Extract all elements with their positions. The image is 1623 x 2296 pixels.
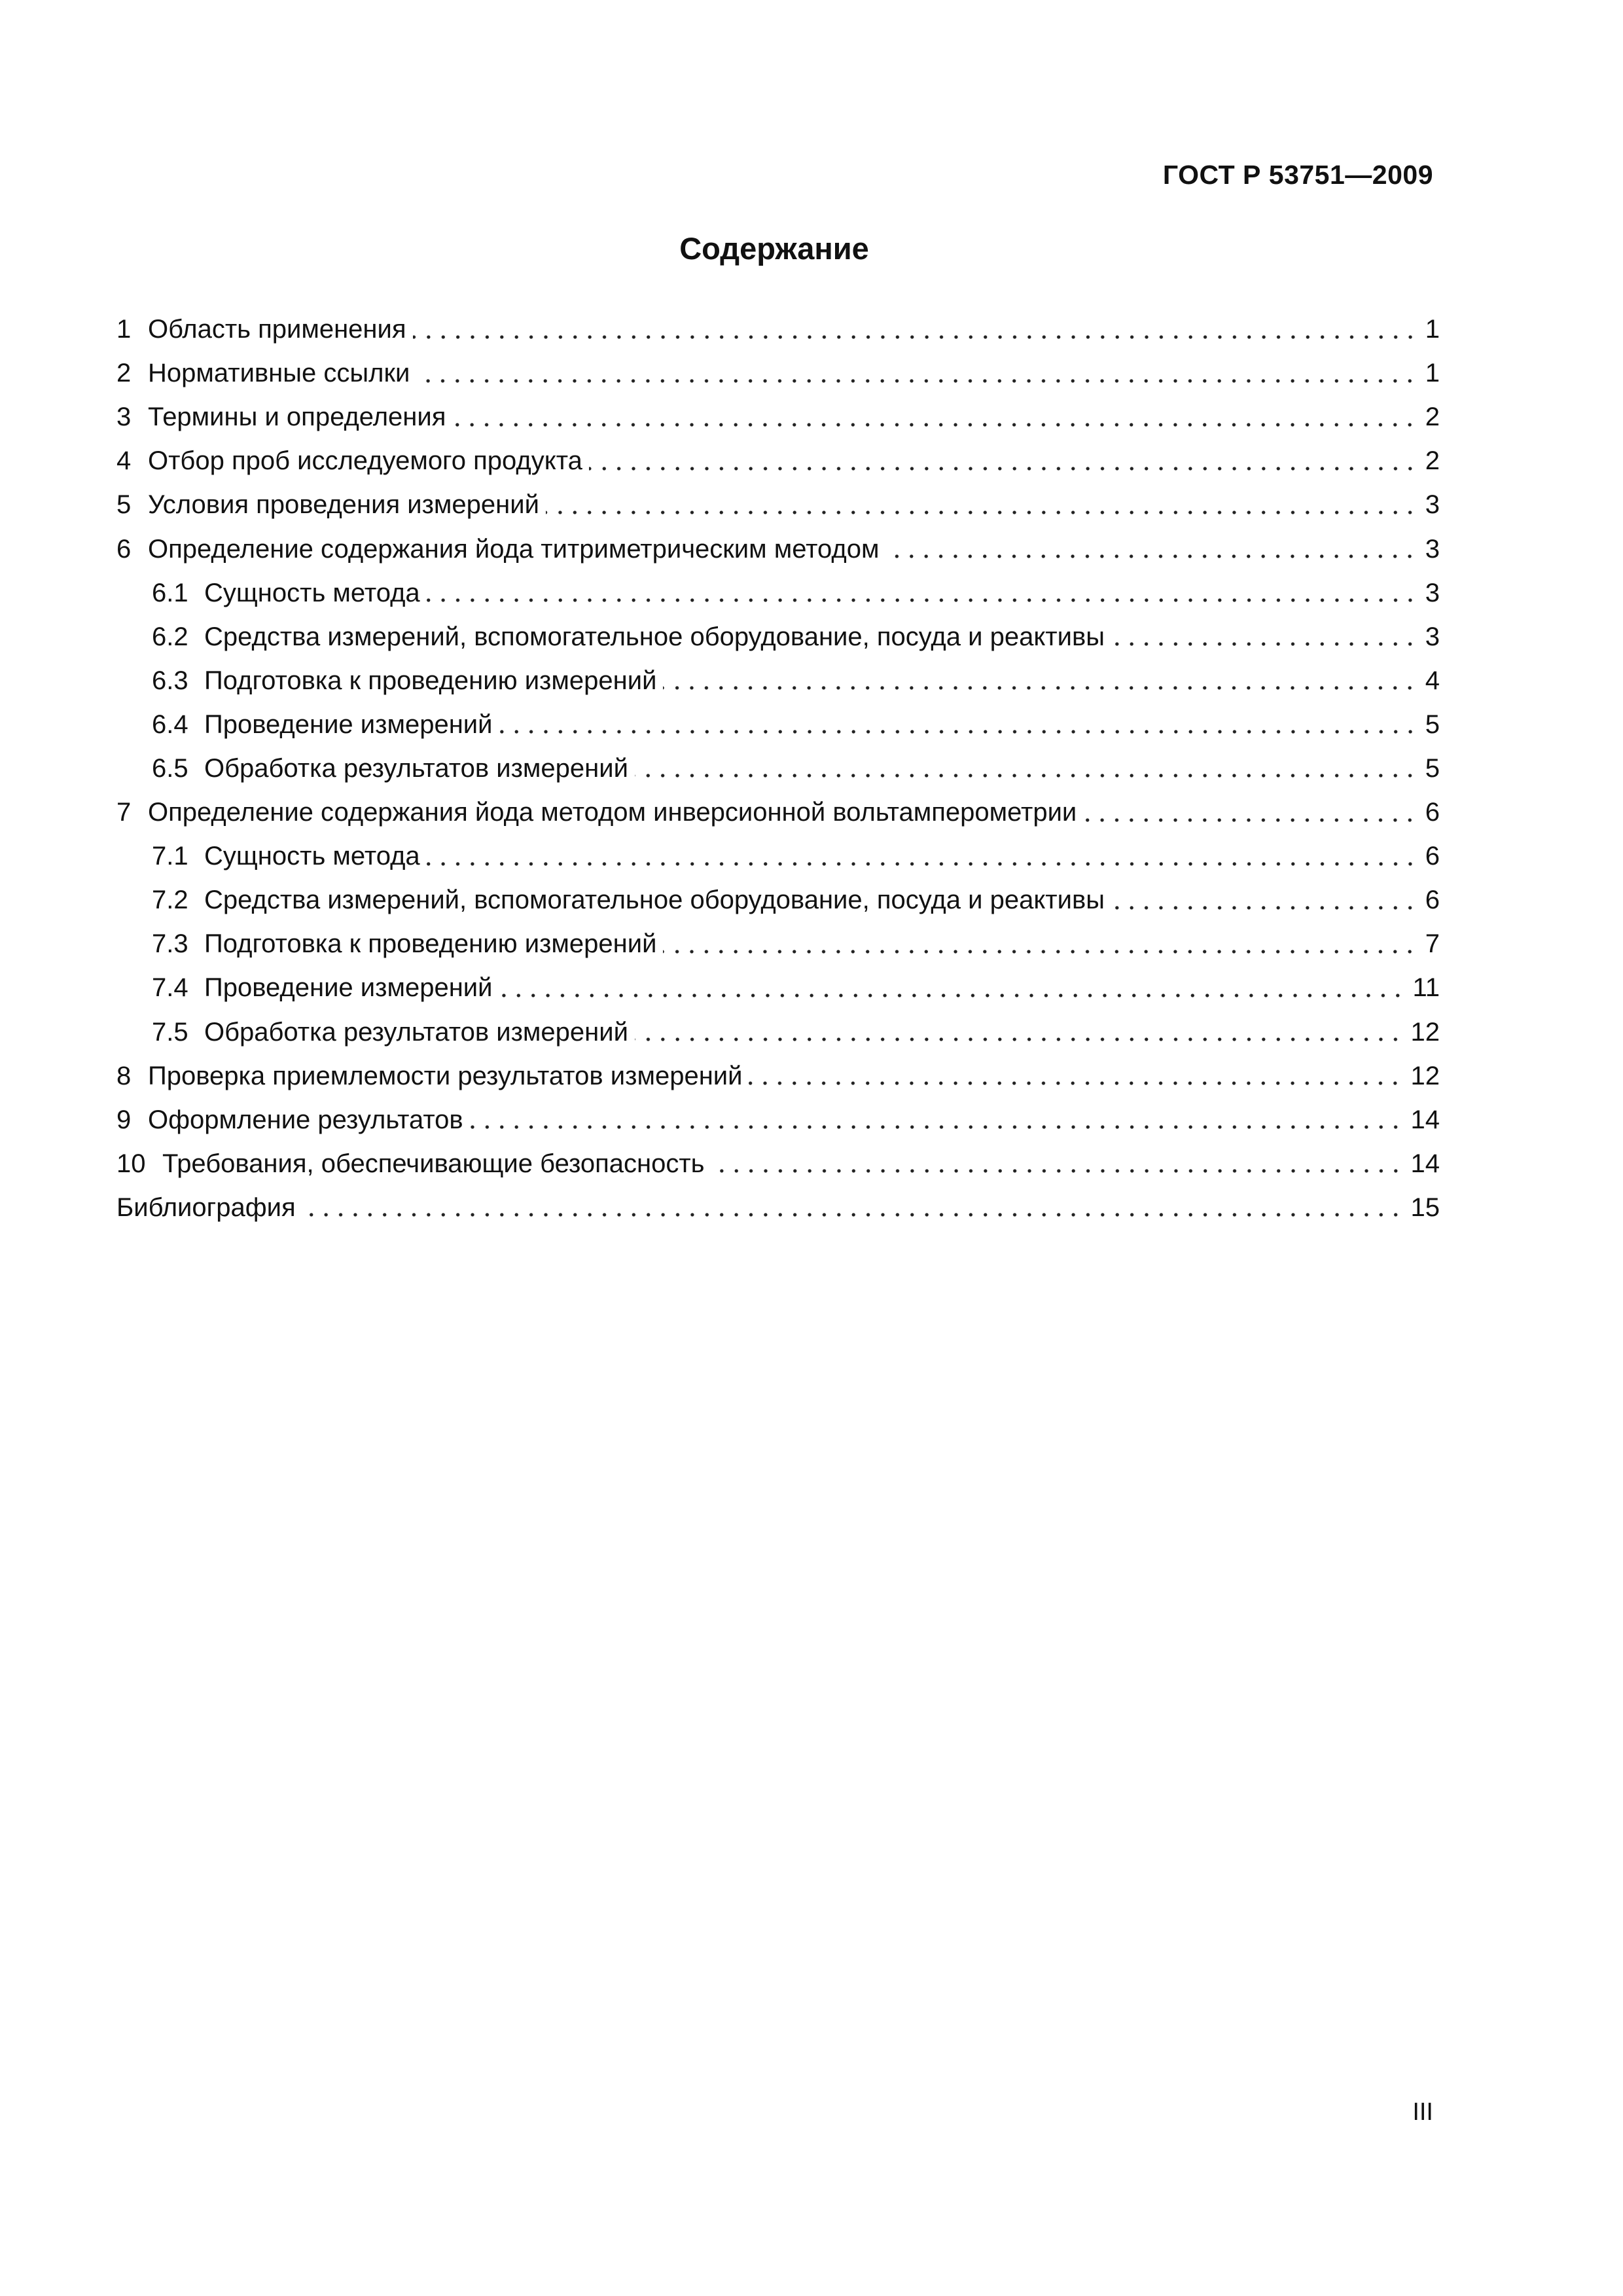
dot-leader (470, 1107, 1403, 1133)
toc-entry-number: 8 (116, 1061, 132, 1090)
toc-entry-number: 5 (116, 490, 132, 520)
page-number: III (1412, 2098, 1433, 2126)
toc-entry-number: 4 (116, 446, 132, 476)
toc-entry-label: Средства измерений, вспомогательное оборудование, посуда и реактивы (204, 886, 1105, 915)
toc-entry-number: 1 (116, 315, 132, 344)
toc-entry-page: 14 (1410, 1149, 1440, 1178)
toc-entry-page: 15 (1410, 1193, 1440, 1222)
toc-entry-page: 1 (1425, 359, 1440, 388)
dot-leader (749, 1063, 1402, 1089)
toc-entry[interactable] (116, 922, 1440, 966)
toc-entry[interactable] (116, 571, 1440, 615)
toc-entry-label: Обработка результатов измерений (204, 753, 628, 783)
toc-entry-number: 6.2 (152, 622, 188, 651)
toc-entry-number: 3 (116, 403, 132, 432)
toc-entry-page: 12 (1410, 1017, 1440, 1047)
toc-entry-page: 12 (1410, 1061, 1440, 1090)
toc-entry-number: 6.4 (152, 709, 188, 739)
dot-leader (452, 404, 1417, 431)
dot-leader (427, 580, 1418, 606)
toc-entry-label: Оформление результатов (148, 1105, 463, 1134)
toc-entry-page: 14 (1410, 1105, 1440, 1134)
dot-leader (635, 755, 1418, 781)
toc-entry-page: 2 (1425, 403, 1440, 432)
toc-entry-number: 7 (116, 798, 132, 827)
toc-entry[interactable] (116, 1186, 1440, 1230)
dot-leader (885, 536, 1417, 562)
toc-entry-number: 7.3 (152, 929, 188, 959)
dot-leader (499, 711, 1418, 738)
toc-entry-page: 6 (1425, 842, 1440, 871)
toc-entry[interactable] (116, 1098, 1440, 1142)
toc-entry-label: Проверка приемлемости результатов измерений (148, 1061, 743, 1090)
toc-entry[interactable] (116, 439, 1440, 483)
dot-leader (711, 1151, 1403, 1177)
toc-entry[interactable] (116, 659, 1440, 703)
toc-entry-page: 7 (1425, 929, 1440, 959)
toc-entry[interactable] (116, 966, 1440, 1010)
toc-entry-number: 6.3 (152, 666, 188, 695)
dot-leader (663, 668, 1417, 694)
toc-entry[interactable] (116, 615, 1440, 659)
dot-leader (499, 975, 1405, 1001)
toc-entry-number: 7.2 (152, 886, 188, 915)
toc-entry[interactable] (116, 747, 1440, 791)
toc-entry-number: 2 (116, 359, 132, 388)
dot-leader (302, 1194, 1403, 1221)
toc-entry-number: 7.4 (152, 973, 188, 1003)
toc-entry[interactable] (116, 1011, 1440, 1054)
toc-entry-label: Термины и определения (148, 403, 446, 432)
toc-entry-label: Подготовка к проведению измерений (204, 929, 657, 959)
toc-entry-page: 5 (1425, 709, 1440, 739)
dot-leader (1111, 624, 1418, 650)
dot-leader (546, 492, 1418, 518)
toc-entry-page: 3 (1425, 622, 1440, 651)
toc-entry[interactable] (116, 703, 1440, 747)
toc-entry[interactable] (116, 351, 1440, 395)
toc-entry-label: Определение содержания йода методом инверсионной вольтамперометрии (148, 798, 1077, 827)
toc-entry-label: Требования, обеспечивающие безопасность (162, 1149, 705, 1178)
toc-entry[interactable] (116, 527, 1440, 571)
toc-entry-label: Нормативные ссылки (148, 359, 410, 388)
toc-entry-number: 6.5 (152, 753, 188, 783)
toc-entry-number: 9 (116, 1105, 132, 1134)
toc-entry-label: Условия проведения измерений (148, 490, 539, 520)
standard-designation: ГОСТ Р 53751—2009 (1162, 160, 1433, 190)
toc-entry-page: 3 (1425, 578, 1440, 607)
toc-entry-label: Область применения (148, 315, 406, 344)
toc-entry-label: Сущность метода (204, 578, 420, 607)
toc-entry-page: 3 (1425, 534, 1440, 564)
toc-entry[interactable] (116, 834, 1440, 878)
toc-entry-page: 4 (1425, 666, 1440, 695)
toc-entry-page: 3 (1425, 490, 1440, 520)
toc-entry[interactable] (116, 1142, 1440, 1186)
toc-entry-label: Обработка результатов измерений (204, 1017, 628, 1047)
toc-entry[interactable] (116, 483, 1440, 527)
toc-entry-page: 11 (1412, 973, 1440, 1003)
toc-entry-number: 6 (116, 534, 132, 564)
dot-leader (589, 448, 1418, 475)
dot-leader (413, 317, 1418, 343)
toc-entry-label: Средства измерений, вспомогательное оборудование, посуда и реактивы (204, 622, 1105, 651)
toc-entry-number: 10 (116, 1149, 146, 1178)
table-of-contents (116, 308, 1440, 1230)
toc-entry[interactable] (116, 308, 1440, 351)
toc-entry[interactable] (116, 1054, 1440, 1098)
toc-entry[interactable] (116, 395, 1440, 439)
toc-entry-label: Проведение измерений (204, 709, 493, 739)
toc-entry-page: 5 (1425, 753, 1440, 783)
dot-leader (1111, 888, 1418, 914)
toc-entry-page: 2 (1425, 446, 1440, 476)
dot-leader (635, 1019, 1403, 1045)
toc-entry-number: 7.1 (152, 842, 188, 871)
toc-entry-number: 6.1 (152, 578, 188, 607)
toc-entry-label: Проведение измерений (204, 973, 493, 1003)
dot-leader (416, 361, 1417, 387)
toc-entry-label: Подготовка к проведению измерений (204, 666, 657, 695)
toc-entry-label: Отбор проб исследуемого продукта (148, 446, 582, 476)
toc-entry-label: Определение содержания йода титриметрическим методом (148, 534, 880, 564)
dot-leader (1083, 800, 1417, 826)
toc-entry-page: 6 (1425, 886, 1440, 915)
toc-title: Содержание (679, 231, 869, 266)
dot-leader (663, 931, 1417, 958)
toc-entry[interactable] (116, 791, 1440, 834)
toc-entry[interactable] (116, 878, 1440, 922)
toc-entry-number: 7.5 (152, 1017, 188, 1047)
dot-leader (427, 844, 1418, 870)
toc-entry-page: 1 (1425, 315, 1440, 344)
toc-entry-label: Сущность метода (204, 842, 420, 871)
toc-entry-label: Библиография (116, 1193, 296, 1222)
toc-entry-page: 6 (1425, 798, 1440, 827)
